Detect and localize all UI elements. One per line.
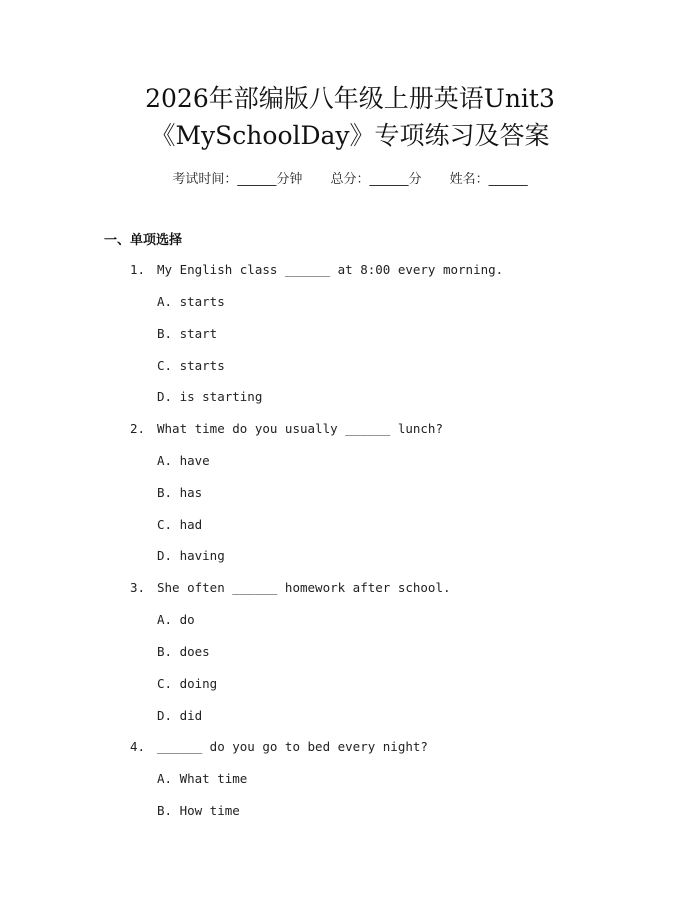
option-4b: B. How time xyxy=(157,803,240,818)
option-1d: D. is starting xyxy=(157,389,263,404)
question-text: ______ do you go to bed every night? xyxy=(157,739,428,754)
title-line-1: 2026年部编版八年级上册英语Unit3 xyxy=(145,84,555,113)
option-1b: B. start xyxy=(157,326,218,341)
option-2a: A. have xyxy=(157,453,210,468)
question-text: What time do you usually ______ lunch? xyxy=(157,421,443,436)
exam-info-row xyxy=(0,168,700,187)
option-2d: D. having xyxy=(157,548,225,563)
question-text: She often ______ homework after school. xyxy=(157,580,451,595)
option-3b: B. does xyxy=(157,644,210,659)
section-heading-single-choice: 一、单项选择 xyxy=(104,233,183,248)
option-2b: B. has xyxy=(157,485,203,500)
question-number: 1. xyxy=(130,262,146,277)
question-3 xyxy=(130,580,451,595)
question-number: 4. xyxy=(130,739,146,754)
option-4a: A. What time xyxy=(157,771,248,786)
option-2c: C. had xyxy=(157,517,203,532)
question-number: 2. xyxy=(130,421,146,436)
option-1c: C. starts xyxy=(157,358,225,373)
question-number: 3. xyxy=(130,580,146,595)
option-3d: D. did xyxy=(157,708,203,723)
student-name-field: 姓名：______ xyxy=(449,172,528,187)
question-1 xyxy=(130,262,503,277)
question-4 xyxy=(130,739,428,754)
total-score-field: 总分：______分 xyxy=(330,172,422,187)
question-text: My English class ______ at 8:00 every morning. xyxy=(157,262,504,277)
option-3c: C. doing xyxy=(157,676,218,691)
option-3a: A. do xyxy=(157,612,195,627)
exam-time-field: 考试时间：______分钟 xyxy=(172,172,303,187)
title-line-2: 《MySchoolDay》专项练习及答案 xyxy=(150,121,550,150)
question-2 xyxy=(130,421,443,436)
option-1a: A. starts xyxy=(157,294,225,309)
